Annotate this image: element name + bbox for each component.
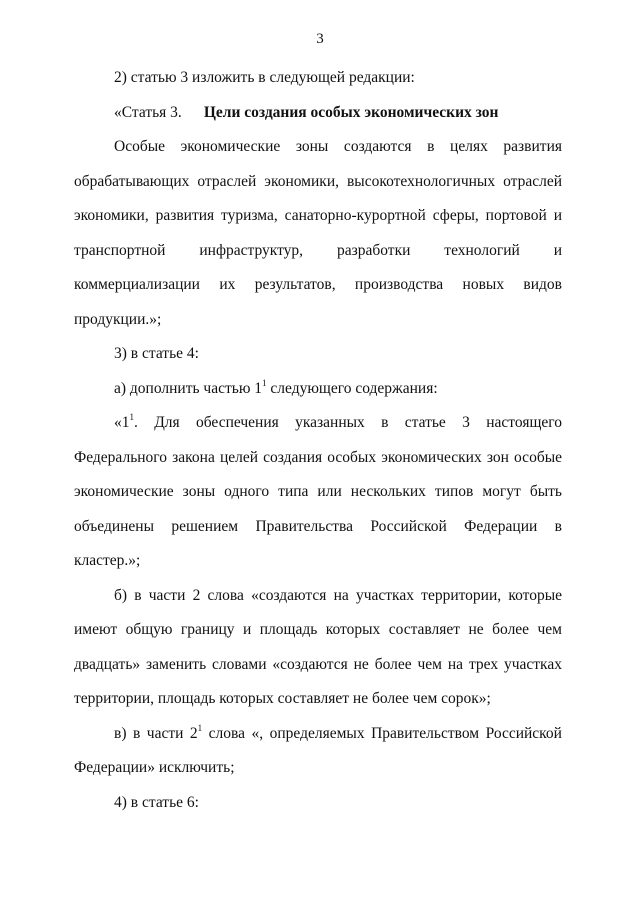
superscript-number: 1 (129, 412, 134, 422)
paragraph-item-4: 4) в статье 6: (114, 793, 199, 811)
subitem-b: б) в части 2 слова «создаются на участках территории, которые имеют общую границу и площадь которых составляет не более чем двадцать» заменить словами «создаются не более чем на трех участках территории, площадь которых составляет не более чем сорок»; (74, 586, 562, 707)
superscript-number: 1 (262, 377, 267, 388)
subitem-v-text-end: слова «, определяемых Правительством Российской Федерации» исключить; (74, 724, 562, 776)
superscript-number: 1 (197, 722, 203, 733)
paragraph-item-2: 2) статью 3 изложить в следующей редакции: (114, 69, 415, 86)
new-part-body: . Для обеспечения указанных в статье 3 настоящего Федерального закона целей создания особых экономических зон особые экономические зоны одного типа или нескольких типов могут быть объединены решением Правительства Российской Федерации в кластер.»; (74, 414, 562, 569)
paragraph-item-3: 3) в статье 4: (114, 345, 199, 362)
page-number: 3 (316, 31, 324, 47)
subitem-v-text-start: в) в части 2 (114, 724, 198, 742)
subitem-a (74, 372, 562, 407)
subitem-a-text-end: следующего содержания: (266, 379, 438, 397)
subitem-v (74, 717, 562, 786)
article-3-text: Особые экономические зоны создаются в целях развития обрабатывающих отраслей экономики, высокотехнологичных отраслей экономики, развития туризма, санаторно-курортной сферы, портовой и транспортной инфраструктур, разработки технологий и коммерциализации их результатов, производства новых видов продукции.»; (74, 138, 562, 328)
new-part-1-1-text (74, 406, 562, 579)
subitem-a-text-start: а) дополнить частью 1 (114, 379, 263, 397)
article-3-heading-line (74, 96, 562, 131)
document-body (74, 61, 562, 820)
article-heading: Цели создания особых экономических зон (203, 103, 499, 121)
article-label: «Статья 3. (114, 103, 182, 121)
new-part-prefix: «1 (114, 414, 130, 431)
